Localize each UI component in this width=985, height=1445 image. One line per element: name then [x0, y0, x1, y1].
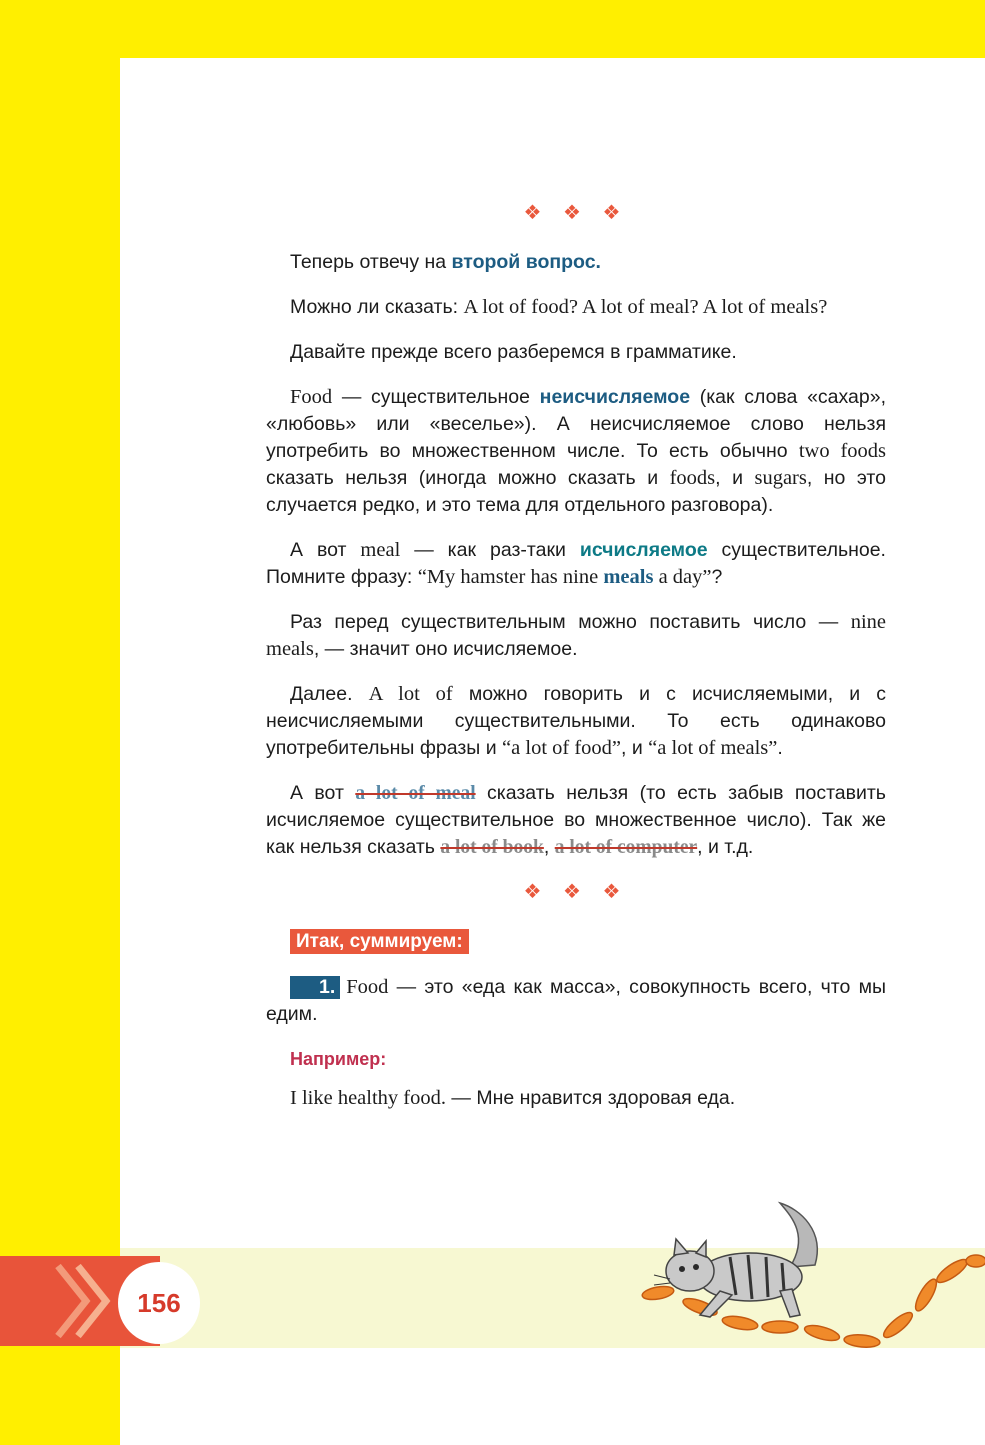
english-sentence: I like healthy food. [290, 1087, 446, 1109]
section-divider: ❖ ❖ ❖ [523, 202, 629, 224]
paragraph-5 [266, 537, 886, 591]
text: Можно ли сказать: [290, 296, 464, 318]
page-content [266, 200, 886, 1130]
english-phrase: A lot of [368, 683, 453, 705]
item-number-badge: 1. [290, 976, 340, 999]
text: Далее. [290, 683, 369, 705]
section-divider: ❖ ❖ ❖ [523, 881, 629, 903]
text: сказать нельзя (иногда можно сказать и [266, 467, 670, 489]
text: , [543, 836, 555, 858]
paragraph-8 [266, 780, 886, 861]
english-phrase: nine meals [266, 611, 886, 660]
paragraph-2 [266, 294, 886, 321]
text: — Мне нравится здоровая еда. [445, 1087, 736, 1109]
text: можно говорить и с исчисляемыми, и с неисчисляемыми существительными. То есть одинаково употребительны фразы и [266, 683, 886, 759]
page-number: 156 [137, 1288, 181, 1318]
english-word: meal [360, 539, 401, 561]
struck-phrase-computer: a lot of computer [554, 837, 698, 858]
text: Теперь отвечу на [290, 251, 452, 273]
text: , и [621, 737, 649, 759]
english-phrase: a day” [653, 566, 712, 588]
text: сказать нельзя (то есть забыв поставить исчисляемое существительное во множественное число). Так же как нельзя сказать [266, 782, 886, 858]
text: , но это случается редко, и это тема для отдельного разговора). [266, 467, 886, 516]
english-phrase: “My hamster has nine [417, 566, 604, 588]
paragraph-4 [266, 384, 886, 519]
paragraph-6 [266, 609, 886, 663]
highlight-second-question: второй вопрос. [451, 251, 601, 273]
english-word: Food [346, 976, 389, 998]
text: А вот [290, 539, 361, 561]
text: А вот [290, 782, 356, 804]
text: , и т.д. [697, 836, 754, 858]
text: ? [711, 566, 723, 588]
text: — как раз-таки [400, 539, 580, 561]
example-label: Например: [290, 1049, 387, 1069]
english-word: Food [290, 386, 333, 408]
text: , — значит оно исчисляемое. [313, 638, 578, 660]
text: Раз перед существительным можно поставить число — [290, 611, 851, 633]
example-sentence [266, 1085, 886, 1112]
paragraph-3 [266, 339, 886, 366]
text: Давайте прежде всего разберемся в грамматике. [290, 341, 737, 363]
highlight-meals: meals [603, 566, 654, 588]
double-chevron-icon [50, 1256, 120, 1346]
highlight-countable: исчисляемое [579, 539, 708, 561]
struck-phrase-book: a lot of book [440, 837, 544, 858]
text: существительное. Помните фразу: [266, 539, 886, 588]
english-phrase: “a lot of meals” [648, 737, 778, 759]
english-word: two foods [798, 440, 886, 462]
text: — существительное [332, 386, 540, 408]
paragraph-1 [266, 249, 886, 276]
english-word: sugars [754, 467, 807, 489]
cat-with-sausages-illustration [640, 1195, 985, 1375]
struck-phrase-meal: a lot of meal [355, 783, 476, 804]
english-phrase: A lot of food? A lot of meal? A lot of meals? [463, 296, 828, 318]
text: (как слова «сахар», «любовь» или «веселье»). А неисчисляемое слово нельзя употребить во множественном числе. То есть обычно [266, 386, 886, 462]
paragraph-7 [266, 681, 886, 762]
english-word: foods [669, 467, 716, 489]
summary-item-1 [266, 974, 886, 1028]
english-phrase: “a lot of food” [502, 737, 622, 759]
text: — это «еда как масса», совокупность всего, что мы едим. [266, 976, 886, 1025]
highlight-uncountable: неисчисляемое [539, 386, 691, 408]
text: . [777, 737, 783, 759]
text: , и [715, 467, 755, 489]
summary-title: Итак, суммируем: [290, 929, 469, 954]
